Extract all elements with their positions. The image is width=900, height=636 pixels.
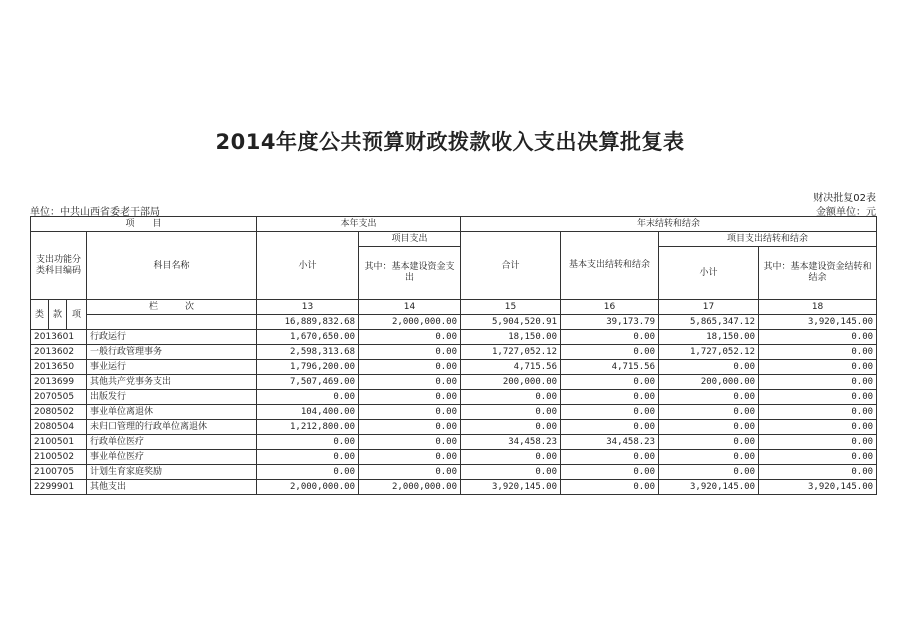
row-value: 0.00: [561, 450, 659, 465]
row-code: 2100705: [31, 465, 87, 480]
row-value: 1,212,800.00: [257, 420, 359, 435]
row-value: 1,796,200.00: [257, 360, 359, 375]
row-value: 0.00: [659, 465, 759, 480]
col-number-18: 18: [759, 300, 877, 315]
row-code: 2013602: [31, 345, 87, 360]
row-value: 0.00: [561, 420, 659, 435]
row-value: 0.00: [759, 390, 877, 405]
table-row: [31, 330, 877, 345]
row-value: 0.00: [759, 360, 877, 375]
total-value: 5,904,520.91: [461, 315, 561, 330]
row-value: 0.00: [359, 390, 461, 405]
table-row: [31, 360, 877, 375]
header-total: 合计: [461, 232, 561, 300]
row-value: 0.00: [759, 330, 877, 345]
header-project-expense: 项目支出: [359, 232, 461, 247]
row-value: 0.00: [359, 450, 461, 465]
row-value: 0.00: [561, 375, 659, 390]
row-value: 0.00: [659, 390, 759, 405]
row-code: 2013650: [31, 360, 87, 375]
row-value: 0.00: [461, 450, 561, 465]
row-value: 0.00: [461, 420, 561, 435]
amount-unit: 金额单位：元: [816, 207, 876, 218]
row-value: 0.00: [359, 330, 461, 345]
header-row-column-numbers: [31, 300, 877, 315]
table-row: [31, 390, 877, 405]
total-value: 39,173.79: [561, 315, 659, 330]
form-number: 财决批复02表: [813, 193, 876, 204]
row-code: 2080504: [31, 420, 87, 435]
header-capital-construction-2: 其中：基本建设资金结转和结余: [759, 247, 877, 300]
row-value: 1,727,052.12: [461, 345, 561, 360]
row-subject-name: 行政运行: [87, 330, 257, 345]
header-row-1: [31, 217, 877, 232]
col-number-13: 13: [257, 300, 359, 315]
row-subject-name: 一般行政管理事务: [87, 345, 257, 360]
row-value: 0.00: [659, 420, 759, 435]
row-value: 0.00: [257, 465, 359, 480]
row-value: 0.00: [257, 450, 359, 465]
table-row: [31, 480, 877, 495]
row-subject-name: 其他支出: [87, 480, 257, 495]
row-subject-name: 事业单位医疗: [87, 450, 257, 465]
row-value: 0.00: [759, 405, 877, 420]
table-row: [31, 420, 877, 435]
row-value: 3,920,145.00: [659, 480, 759, 495]
row-value: 2,598,313.68: [257, 345, 359, 360]
header-lei: 类: [31, 300, 49, 330]
row-subject-name: 行政单位医疗: [87, 435, 257, 450]
col-number-14: 14: [359, 300, 461, 315]
header-item: 项 目: [31, 217, 257, 232]
row-value: 0.00: [759, 420, 877, 435]
row-value: 0.00: [359, 405, 461, 420]
row-value: 1,670,650.00: [257, 330, 359, 345]
total-value: 3,920,145.00: [759, 315, 877, 330]
row-value: 34,458.23: [561, 435, 659, 450]
header-xiang: 项: [67, 300, 87, 330]
table-row: [31, 435, 877, 450]
col-number-17: 17: [659, 300, 759, 315]
row-value: 0.00: [659, 450, 759, 465]
row-value: 0.00: [561, 345, 659, 360]
header-subtotal-2: 小计: [659, 247, 759, 300]
row-value: 0.00: [561, 405, 659, 420]
row-value: 0.00: [561, 480, 659, 495]
row-subject-name: 其他共产党事务支出: [87, 375, 257, 390]
row-value: 0.00: [561, 330, 659, 345]
row-code: 2100502: [31, 450, 87, 465]
table-row: [31, 375, 877, 390]
total-value: 16,889,832.68: [257, 315, 359, 330]
table-row: [31, 345, 877, 360]
row-value: 1,727,052.12: [659, 345, 759, 360]
row-value: 0.00: [461, 405, 561, 420]
row-value: 3,920,145.00: [759, 480, 877, 495]
row-value: 18,150.00: [461, 330, 561, 345]
row-value: 0.00: [759, 465, 877, 480]
row-value: 3,920,145.00: [461, 480, 561, 495]
row-value: 0.00: [659, 435, 759, 450]
unit-name: 单位：中共山西省委老干部局: [30, 207, 160, 218]
col-number-15: 15: [461, 300, 561, 315]
totals-row: [31, 315, 877, 330]
header-row-2: [31, 232, 877, 247]
row-value: 0.00: [659, 360, 759, 375]
row-value: 0.00: [659, 405, 759, 420]
row-value: 34,458.23: [461, 435, 561, 450]
document-title: 2014年度公共预算财政拨款收入支出决算批复表: [215, 130, 685, 154]
header-year-end-balance: 年末结转和结余: [461, 217, 877, 232]
row-value: 0.00: [561, 390, 659, 405]
header-lanci: 栏 次: [87, 300, 257, 315]
row-value: 0.00: [359, 345, 461, 360]
table-row: [31, 450, 877, 465]
row-value: 0.00: [759, 375, 877, 390]
row-value: 4,715.56: [561, 360, 659, 375]
row-code: 2013699: [31, 375, 87, 390]
header-current-year-expense: 本年支出: [257, 217, 461, 232]
row-value: 0.00: [561, 465, 659, 480]
row-value: 0.00: [759, 450, 877, 465]
row-value: 0.00: [359, 360, 461, 375]
header-capital-construction-1: 其中：基本建设资金支出: [359, 247, 461, 300]
row-subject-name: 计划生育家庭奖励: [87, 465, 257, 480]
row-value: 0.00: [461, 465, 561, 480]
budget-table: [30, 216, 877, 495]
row-value: 0.00: [461, 390, 561, 405]
row-value: 18,150.00: [659, 330, 759, 345]
row-value: 0.00: [257, 390, 359, 405]
row-code: 2070505: [31, 390, 87, 405]
row-value: 2,000,000.00: [359, 480, 461, 495]
row-value: 0.00: [359, 420, 461, 435]
row-value: 200,000.00: [659, 375, 759, 390]
row-code: 2080502: [31, 405, 87, 420]
header-func-class-code: 支出功能分类科目编码: [31, 232, 87, 300]
row-subject-name: 事业运行: [87, 360, 257, 375]
row-value: 0.00: [257, 435, 359, 450]
col-number-16: 16: [561, 300, 659, 315]
row-subject-name: 事业单位离退休: [87, 405, 257, 420]
table-row: [31, 405, 877, 420]
row-code: 2299901: [31, 480, 87, 495]
row-subject-name: 出版发行: [87, 390, 257, 405]
row-value: 0.00: [359, 375, 461, 390]
total-value: 5,865,347.12: [659, 315, 759, 330]
row-value: 4,715.56: [461, 360, 561, 375]
header-basic-balance: 基本支出结转和结余: [561, 232, 659, 300]
header-project-expense-balance: 项目支出结转和结余: [659, 232, 877, 247]
row-value: 0.00: [759, 435, 877, 450]
header-kuan: 款: [49, 300, 67, 330]
header-subtotal-1: 小计: [257, 232, 359, 300]
header-subject-name: 科目名称: [87, 232, 257, 300]
row-value: 104,400.00: [257, 405, 359, 420]
row-value: 2,000,000.00: [257, 480, 359, 495]
row-value: 0.00: [359, 435, 461, 450]
row-code: 2013601: [31, 330, 87, 345]
table-row: [31, 465, 877, 480]
row-value: 0.00: [359, 465, 461, 480]
row-value: 0.00: [759, 345, 877, 360]
row-subject-name: 未归口管理的行政单位离退休: [87, 420, 257, 435]
row-value: 200,000.00: [461, 375, 561, 390]
total-value: 2,000,000.00: [359, 315, 461, 330]
row-code: 2100501: [31, 435, 87, 450]
row-value: 7,507,469.00: [257, 375, 359, 390]
